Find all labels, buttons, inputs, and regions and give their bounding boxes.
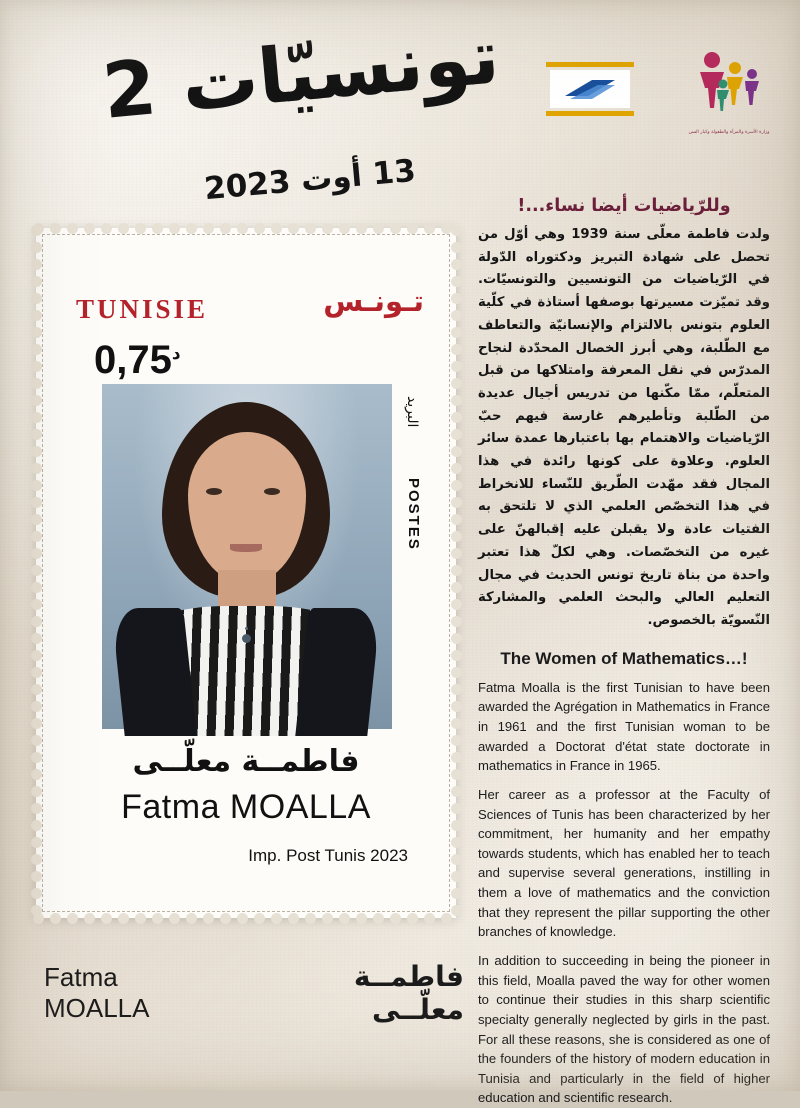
page-title: تونسيّات 2	[99, 11, 503, 136]
stamp-perforation	[322, 223, 333, 234]
bottom-caption-latin: Fatma MOALLA	[44, 962, 150, 1023]
stamp-perforation	[31, 531, 42, 542]
currency-symbol: د	[171, 343, 181, 364]
stamp-perforation	[451, 446, 462, 457]
stamp-perforation	[31, 412, 42, 423]
stamp-perforation	[424, 913, 435, 924]
stamp-perforation	[118, 913, 129, 924]
stamp-perforation	[441, 223, 452, 234]
stamp-perforation	[152, 223, 163, 234]
stamp-perforation	[451, 225, 462, 236]
portrait-mouth	[230, 544, 262, 552]
stamp-perforation	[101, 913, 112, 924]
stamp-perforation	[271, 913, 282, 924]
stamp-perforation	[451, 871, 462, 882]
stamp-perforation	[441, 913, 452, 924]
stamp-perforation	[451, 786, 462, 797]
stamp-perforation	[31, 582, 42, 593]
stamp-perforation	[31, 565, 42, 576]
stamp-perforation	[451, 412, 462, 423]
stamp-perforation	[31, 310, 42, 321]
stamp-perforation	[288, 223, 299, 234]
stamp-perforation	[424, 223, 435, 234]
stamp-perforation	[451, 650, 462, 661]
post-swoosh-icon	[562, 76, 618, 102]
stamp-perforation	[50, 913, 61, 924]
english-paragraph-1: Fatma Moalla is the first Tunisian to have been awarded the Agrégation in Mathematics in France in 1961 and the first Tunisian woman to be awarded a Doctorat d'état state doctorate in mathematics in France in 1965.	[478, 679, 770, 774]
stamp-perforation	[203, 223, 214, 234]
stamp-perforation	[451, 633, 462, 644]
stamp-perforation	[84, 913, 95, 924]
stamp-perforation	[31, 429, 42, 440]
stamp-perforation	[31, 786, 42, 797]
stamp-perforation	[451, 854, 462, 865]
stamp-perforation	[31, 803, 42, 814]
stamp-perforation	[31, 548, 42, 559]
stamp-perforation	[31, 650, 42, 661]
stamp-perforation	[31, 327, 42, 338]
stamp-perforation	[451, 565, 462, 576]
stamp-perforation	[31, 752, 42, 763]
stamp-perforation	[451, 837, 462, 848]
stamp-perforation	[31, 225, 42, 236]
stamp-perforation	[451, 276, 462, 287]
stamp-perforation	[220, 913, 231, 924]
stamp-postes-label: POSTES	[405, 478, 422, 551]
stamp-perforation	[271, 223, 282, 234]
stamp-perforation	[451, 514, 462, 525]
stamp-perforation	[451, 395, 462, 406]
stamp-perforation	[356, 223, 367, 234]
stamp-perforation	[407, 223, 418, 234]
stamp-perforation	[31, 718, 42, 729]
stamp-perforation	[237, 223, 248, 234]
stamp-inner	[54, 246, 438, 900]
stamp-name-arabic: فاطمــة معلّــى	[132, 744, 360, 779]
stamp-perforation	[31, 735, 42, 746]
stamp-perforation	[451, 548, 462, 559]
stamp-perforation	[339, 223, 350, 234]
ministry-of-women-logo	[688, 48, 770, 136]
stamp-perforation	[135, 913, 146, 924]
postage-stamp	[36, 228, 456, 918]
stamp-perforation	[373, 223, 384, 234]
stamp-perforation	[451, 361, 462, 372]
english-paragraph-2: Her career as a professor at the Faculty of Sciences of Tunis has been characterized by her commitment, her humanity and her empathy towards students, which has enabled her to teach and supervise several generations, instilling in them a love of mathematics and the conviction that they represent the pillar supporting the other branches of knowledge.	[478, 786, 770, 940]
stamp-perforation	[451, 667, 462, 678]
stamp-perforation	[451, 803, 462, 814]
stamp-perforation	[31, 701, 42, 712]
stamp-perforation	[31, 667, 42, 678]
stamp-perforation	[169, 223, 180, 234]
english-heading: The Women of Mathematics…!	[500, 648, 748, 668]
stamp-perforation	[451, 259, 462, 270]
stamp-perforation	[451, 769, 462, 780]
stamp-perforation	[31, 446, 42, 457]
tunisian-post-logo	[546, 60, 634, 118]
stamp-perforation	[451, 735, 462, 746]
bottom-caption-arabic: فاطمــة معلّــى	[353, 960, 464, 1026]
stamp-perforation	[451, 463, 462, 474]
stamp-perforation	[288, 913, 299, 924]
english-body	[478, 678, 770, 1108]
stamp-perforation	[451, 480, 462, 491]
stamp-perforation	[67, 913, 78, 924]
stamp-perforation	[31, 242, 42, 253]
english-paragraph-3: In addition to succeeding in being the pioneer in this field, Moalla paved the way for other women to continue their studies in this sharp scientific specialty generally neglected by girls in the past. For all these reasons, she is considered as one of the founders of the history of modern education in Tunisia and particularly in the field of higher education and scientific research.	[478, 952, 770, 1106]
stamp-postes-arabic: البريد	[404, 396, 420, 428]
stamp-perforation	[67, 223, 78, 234]
stamp-perforation	[31, 463, 42, 474]
stamp-perforation	[407, 913, 418, 924]
stamp-perforation	[31, 395, 42, 406]
family-figures-icon	[690, 48, 768, 114]
stamp-perforation	[31, 361, 42, 372]
stamp-perforation	[451, 293, 462, 304]
portrait-jacket-left	[111, 608, 196, 736]
stamp-perforation	[31, 293, 42, 304]
stamp-perforation	[451, 820, 462, 831]
stamp-perforation	[254, 913, 265, 924]
stamp-perforation	[31, 276, 42, 287]
stamp-perforation	[31, 378, 42, 389]
stamp-perforation	[31, 616, 42, 627]
stamp-perforation	[31, 684, 42, 695]
stamp-perforation	[451, 888, 462, 899]
stamp-perforation	[305, 223, 316, 234]
stamp-perforation	[390, 223, 401, 234]
portrait-eye-right	[264, 488, 280, 495]
stamp-perforation	[451, 344, 462, 355]
stamp-perforation	[339, 913, 350, 924]
stamp-perforation	[186, 913, 197, 924]
stamp-perforation	[356, 913, 367, 924]
stamp-perforation	[31, 888, 42, 899]
portrait-necklace	[242, 634, 251, 643]
stamp-perforation	[152, 913, 163, 924]
stamp-perforation	[451, 242, 462, 253]
stamp-perforation	[118, 223, 129, 234]
stamp-perforation	[84, 223, 95, 234]
issue-date: 13 أوت 2023	[202, 152, 418, 208]
stamp-perforation	[451, 327, 462, 338]
stamp-imprint: Imp. Post Tunis 2023	[248, 846, 408, 865]
text-column	[478, 196, 770, 1108]
stamp-perforation	[50, 223, 61, 234]
stamp-perforation	[451, 497, 462, 508]
stamp-perforation	[451, 310, 462, 321]
portrait-jacket-right	[295, 608, 380, 736]
stamp-perforation	[135, 223, 146, 234]
stamp-perforation	[451, 582, 462, 593]
stamp-perforation	[451, 531, 462, 542]
arabic-body: ولدت فاطمة معلّى سنة 1939 وهي أوّل من تحصل على شهادة التبريز ودكتوراه الدّولة في الرّياضيات من التونسيين والتونسيّات. وقد تميّزت مسيرتها بوصفها أستاذة في كلّية العلوم بتونس بالالتزام والإنسانيّة والتعاطف مع الطّلبة، وهي أبرز الخصال المحدّدة لنجاح المدرّس في نقل المعرفة وامتلاكها من قبل المتعلّم، ممّا مكّنها من تدريس أجيال عديدة من الطّلبة وتأطيرهم غارسة فيهم حبّ الرّياضيات والاهتمام بها باعتبارها عمدة سائر العلوم. وعلاوة على كونها رائدة في هذا المجال فقد مهّدت الطّريق للنّساء للانخراط في هذا التخصّص العلمي الذي لا تلتحق به الفتيات عادة ولا يقبلن عليه إقبالهنّ على غيره من التخصّصات. وهي لكلّ هذا تعتبر واحدة من بناة تاريخ تونس الحديث في مجال التعليم العالي والبحث العلمي والمشاركة النّسويّة بالخصوص.	[478, 227, 770, 628]
stamp-perforation	[305, 913, 316, 924]
stamp-perforation	[451, 905, 462, 916]
stamp-perforation	[203, 913, 214, 924]
stamp-perforation	[451, 684, 462, 695]
stamp-perforation	[451, 752, 462, 763]
stamp-perforation	[101, 223, 112, 234]
stamp-perforation	[451, 429, 462, 440]
stamp-perforation	[31, 837, 42, 848]
stamp-perforation	[373, 913, 384, 924]
stamp-perforation	[31, 599, 42, 610]
stamp-perforation	[31, 497, 42, 508]
stamp-perforation	[31, 344, 42, 355]
arabic-heading: وللرّياضيات أيضا نساء...!	[517, 196, 731, 216]
stamp-perforation	[451, 616, 462, 627]
stamp-perforation	[31, 259, 42, 270]
stamp-perforation	[451, 599, 462, 610]
stamp-perforation	[451, 378, 462, 389]
stamp-perforation	[220, 223, 231, 234]
stamp-perforation	[451, 701, 462, 712]
stamp-perforation	[254, 223, 265, 234]
stamp-perforation	[31, 905, 42, 916]
stamp-perforation	[186, 223, 197, 234]
stamp-perforation	[390, 913, 401, 924]
stamp-perforation	[31, 871, 42, 882]
stamp-country-arabic: تـونـس	[323, 284, 424, 318]
portrait-photo	[102, 384, 392, 729]
stamp-perforation	[31, 769, 42, 780]
stamp-perforation	[322, 913, 333, 924]
stamp-perforation	[31, 480, 42, 491]
stamp-perforation	[169, 913, 180, 924]
stamp-perforation	[451, 718, 462, 729]
stamp-country-french: TUNISIE	[76, 294, 209, 324]
stamp-perforation	[31, 854, 42, 865]
stamp-denomination	[94, 338, 183, 383]
stamp-perforation	[31, 514, 42, 525]
portrait-eye-left	[206, 488, 222, 495]
stamp-name-latin: Fatma MOALLA	[121, 788, 371, 826]
logo-inner	[550, 70, 630, 108]
stamp-perforation	[237, 913, 248, 924]
ministry-logo-caption: وزارة الأسرة والمرأة والطفولة وكبار السن	[688, 130, 770, 136]
bottom-caption	[44, 960, 464, 1026]
stamp-perforation	[31, 633, 42, 644]
denomination-number: 0,75	[94, 338, 172, 382]
stamp-perforation	[31, 820, 42, 831]
logo-band-top	[546, 62, 634, 67]
logo-band-bottom	[546, 111, 634, 116]
